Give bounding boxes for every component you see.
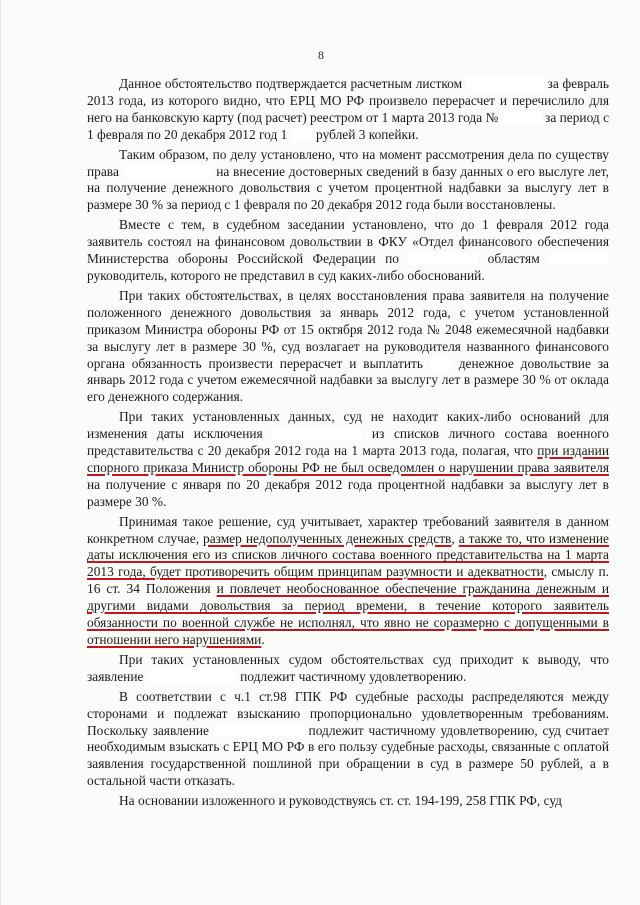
text-segment: , — [451, 530, 459, 546]
redacted-block — [291, 128, 313, 141]
text-segment: руководитель, которого не представил в суд каких-либо обоснований. — [87, 267, 485, 283]
text-segment: . — [261, 632, 265, 647]
text-segment: денежное довольствие за январь 2012 года с учетом ежемесячной надбавки за выслугу лет в размере 30 % от оклада его денежного содержания. — [87, 355, 609, 405]
paragraph — [87, 689, 609, 790]
redacted-block — [466, 77, 544, 90]
text-segment: Принимая такое решение, суд учитывает, характер требований заявителя в данном конкретном случае, — [87, 513, 609, 546]
paragraph — [87, 514, 609, 649]
redacted-block — [430, 357, 452, 370]
text-segment: за февраль 2013 года, из которого видно, что ЕРЦ МО РФ произвело перерасчет и перечислило для него на банковскую карту (под расчет) реестром от 1 марта 2013 года № — [87, 76, 609, 125]
text-segment: за период с 1 февраля по 20 декабря 2012 год 1 — [87, 109, 610, 142]
document-body — [87, 76, 609, 813]
redacted-block — [549, 252, 609, 265]
paragraph — [87, 288, 609, 406]
text-segment: Таким образом, по делу установлено, что на момент рассмотрения дела по существу права — [87, 146, 609, 179]
page-number: 8 — [318, 48, 324, 62]
underlined-text: размер недополученных денежных средств — [203, 530, 452, 546]
paragraph — [87, 217, 609, 285]
underlined-text: а также то, что изменение даты исключения его из списков личного состава военного представительства на 1 марта 2013 года, будет противоречить общим принципам разумности и адекватности — [87, 530, 609, 580]
paragraph — [87, 147, 609, 215]
text-segment: областям — [478, 251, 550, 267]
text-segment: Вместе с тем, в судебном заседании установлено, что до 1 февраля 2012 года заявитель состоял на финансовом довольствии в ФКУ «Отдел финансового обеспечения Министерства обороны Российской Федерации по — [87, 217, 609, 267]
text-segment: На основании изложенного и руководствуясь ст. ст. 194-199, 258 ГПК РФ, суд — [119, 793, 562, 809]
text-segment: При таких установленных судом обстоятельствах суд приходит к выводу, что заявление — [87, 651, 609, 684]
text-segment: , смыслу п. 16 ст. 34 Положения — [87, 564, 609, 597]
text-segment: подлежит частичному удовлетворению, суд считает необходимым взыскать с ЕРЦ МО РФ в его пользу судебные расходы, связанные с оплатой заявления государственной пошлиной при обращении в суд в размере 50 рублей, а в остальной части отказать. — [87, 722, 609, 789]
text-segment: При таких установленных данных, суд не находит каких-либо оснований для изменения даты исключения — [87, 409, 609, 442]
text-segment: на внесение достоверных сведений в базу данных о его выслуге лет, на получение денежного довольствия с учетом процентной надбавки за выслугу лет в размере 30 % за период с 1 февраля по 20 декабря 2012 года были восстановлены. — [87, 163, 609, 213]
text-segment: При таких обстоятельствах, в целях восстановления права заявителя на получение положенного денежного довольствия за январь 2012 года, с учетом установленной приказом Министра обороны РФ от 15 октября 2012 года № 2048 ежемесячной надбавки за выслугу лет в размере 30 %, суд возлагает на руководителя названного финансового органа обязанность произвести перерасчет и выплатить — [87, 287, 609, 371]
text-segment: из списков личного состава военного представительства с 20 декабря 2012 года на 1 марта 2013 года, полагая, что — [87, 426, 610, 459]
underlined-text: при издании спорного приказа Министр обороны РФ не был осведомлен о нарушении права заявителя — [87, 443, 610, 475]
redacted-block — [272, 427, 362, 440]
paragraph — [87, 652, 609, 686]
paragraph — [87, 76, 609, 144]
redacted-block — [147, 670, 237, 683]
redacted-block — [214, 724, 304, 737]
redacted-block — [123, 165, 213, 178]
text-segment: рублей 3 копейки. — [312, 126, 419, 142]
text-segment: на получение с января по 20 декабря 2012 года процентной надбавки за выслугу лет в размере 30 %. — [87, 476, 609, 509]
paragraph — [87, 793, 609, 810]
redacted-block — [502, 111, 542, 124]
text-segment: подлежит частичному удовлетворению. — [236, 668, 467, 684]
redacted-block — [408, 252, 478, 265]
underlined-text: и повлечет необоснованное обеспечение гражданина денежным и другими видами довольствия за период времени, в течение которого заявитель обязанности по военной службе не исполнял, что явно не соразмерно с допущенными в отношении него нарушениями — [87, 581, 609, 647]
text-segment: Данное обстоятельство подтверждается расчетным листком — [119, 76, 466, 91]
paragraph — [87, 409, 609, 510]
text-segment: В соответствии с ч.1 ст.98 ГПК РФ судебные расходы распределяются между сторонами и подлежат взысканию пропорционально удовлетворенным требованиям. Поскольку заявление — [87, 688, 609, 738]
